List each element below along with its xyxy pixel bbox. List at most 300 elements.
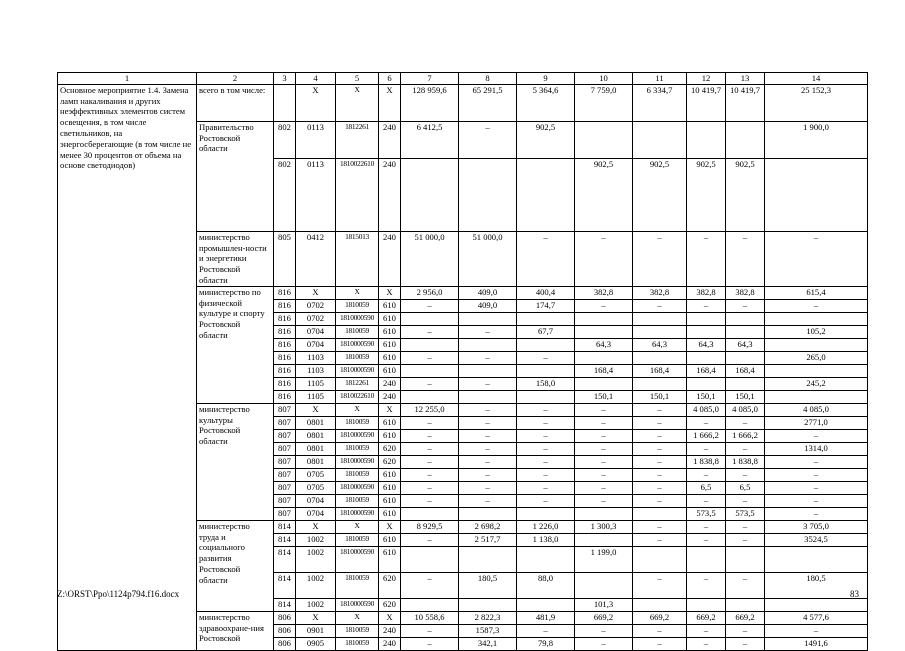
value-cell: 0705 (296, 481, 336, 494)
header-row (58, 73, 868, 85)
value-cell (633, 325, 687, 338)
value-cell: 382,8 (575, 286, 633, 299)
value-cell: – (765, 231, 868, 286)
value-cell: 1810059 (336, 351, 379, 364)
value-cell: 1810000590 (336, 364, 379, 377)
value-cell (726, 598, 765, 611)
value-cell (459, 158, 517, 231)
value-cell: 1810059 (336, 624, 379, 637)
value-cell (459, 390, 517, 403)
value-cell (517, 364, 575, 377)
value-cell (687, 598, 726, 611)
value-cell: 610 (379, 364, 401, 377)
value-cell: 180,5 (765, 572, 868, 598)
value-cell: – (726, 231, 765, 286)
value-cell (726, 377, 765, 390)
value-cell: 807 (274, 416, 296, 429)
value-cell: 1314,0 (765, 442, 868, 455)
value-cell: 128 959,6 (401, 84, 459, 121)
value-cell: 67,7 (517, 325, 575, 338)
value-cell: 807 (274, 468, 296, 481)
value-cell: 816 (274, 351, 296, 364)
value-cell (687, 377, 726, 390)
value-cell: – (401, 429, 459, 442)
header-cell: 12 (687, 73, 726, 85)
value-cell (633, 351, 687, 364)
value-cell: – (765, 507, 868, 520)
value-cell: 168,4 (687, 364, 726, 377)
value-cell: 1 138,0 (517, 533, 575, 546)
value-cell: – (517, 351, 575, 364)
value-cell: 400,4 (517, 286, 575, 299)
value-cell: 105,2 (765, 325, 868, 338)
value-cell (401, 546, 459, 572)
value-cell: 610 (379, 481, 401, 494)
value-cell: – (575, 481, 633, 494)
value-cell: 807 (274, 403, 296, 416)
value-cell: – (401, 455, 459, 468)
value-cell: 620 (379, 598, 401, 611)
value-cell: – (633, 442, 687, 455)
value-cell: 6,5 (726, 481, 765, 494)
value-cell: 806 (274, 611, 296, 624)
header-cell: 8 (459, 73, 517, 85)
value-cell: – (765, 299, 868, 312)
value-cell: 620 (379, 455, 401, 468)
value-cell: 610 (379, 351, 401, 364)
value-cell: – (401, 637, 459, 650)
value-cell: 1810059 (336, 299, 379, 312)
value-cell: 168,4 (633, 364, 687, 377)
value-cell: – (459, 442, 517, 455)
value-cell: – (687, 468, 726, 481)
value-cell (459, 312, 517, 325)
value-cell: 0113 (296, 158, 336, 231)
value-cell: – (633, 637, 687, 650)
value-cell: – (459, 455, 517, 468)
value-cell: 620 (379, 572, 401, 598)
value-cell: 802 (274, 158, 296, 231)
value-cell: 265,0 (765, 351, 868, 364)
value-cell: 0801 (296, 416, 336, 429)
value-cell: 150,1 (575, 390, 633, 403)
value-cell: 1 666,2 (687, 429, 726, 442)
value-cell: 902,5 (687, 158, 726, 231)
value-cell (633, 312, 687, 325)
value-cell: 1810059 (336, 494, 379, 507)
value-cell (401, 598, 459, 611)
value-cell (765, 158, 868, 231)
value-cell (517, 158, 575, 231)
value-cell: – (517, 416, 575, 429)
value-cell: – (687, 533, 726, 546)
value-cell: – (517, 231, 575, 286)
value-cell: – (726, 533, 765, 546)
value-cell: 1 199,0 (575, 546, 633, 572)
header-cell: 11 (633, 73, 687, 85)
value-cell: 1815013 (336, 231, 379, 286)
header-cell: 7 (401, 73, 459, 85)
value-cell: 1812261 (336, 377, 379, 390)
value-cell: X (379, 520, 401, 533)
value-cell: 342,1 (459, 637, 517, 650)
value-cell (274, 84, 296, 121)
value-cell: – (459, 121, 517, 158)
value-cell: 807 (274, 429, 296, 442)
value-cell (401, 507, 459, 520)
value-cell: – (633, 494, 687, 507)
value-cell (517, 390, 575, 403)
value-cell: 816 (274, 286, 296, 299)
value-cell: – (726, 442, 765, 455)
value-cell: 5 364,6 (517, 84, 575, 121)
executor-name: министерство культуры Ростовской области (197, 403, 274, 520)
value-cell: X (296, 84, 336, 121)
value-cell (401, 364, 459, 377)
value-cell: – (517, 455, 575, 468)
value-cell: 150,1 (726, 390, 765, 403)
value-cell (687, 351, 726, 364)
value-cell (633, 598, 687, 611)
value-cell (687, 121, 726, 158)
value-cell: – (687, 572, 726, 598)
value-cell: 382,8 (726, 286, 765, 299)
value-cell (633, 507, 687, 520)
value-cell (517, 546, 575, 572)
value-cell: – (765, 455, 868, 468)
value-cell: 1103 (296, 364, 336, 377)
value-cell: – (687, 520, 726, 533)
value-cell: X (336, 520, 379, 533)
value-cell: 816 (274, 390, 296, 403)
value-cell: – (401, 481, 459, 494)
value-cell: 573,5 (687, 507, 726, 520)
value-cell: 1 226,0 (517, 520, 575, 533)
value-cell (401, 158, 459, 231)
value-cell: 610 (379, 312, 401, 325)
executor-name: министерство промышлен-ности и энергетики Ростовской области (197, 231, 274, 286)
value-cell: – (765, 494, 868, 507)
value-cell: – (726, 572, 765, 598)
value-cell: 610 (379, 338, 401, 351)
header-cell: 4 (296, 73, 336, 85)
value-cell: – (633, 455, 687, 468)
budget-table (57, 72, 868, 651)
value-cell: – (401, 624, 459, 637)
value-cell: – (726, 624, 765, 637)
value-cell: 1812261 (336, 121, 379, 158)
value-cell: – (575, 403, 633, 416)
value-cell: 816 (274, 299, 296, 312)
value-cell: 2 956,0 (401, 286, 459, 299)
header-cell: 13 (726, 73, 765, 85)
value-cell: 610 (379, 299, 401, 312)
value-cell: – (401, 533, 459, 546)
value-cell: – (726, 494, 765, 507)
value-cell: 0901 (296, 624, 336, 637)
value-cell: 10 419,7 (687, 84, 726, 121)
value-cell (459, 338, 517, 351)
value-cell: – (575, 442, 633, 455)
value-cell: 0801 (296, 455, 336, 468)
value-cell: 168,4 (575, 364, 633, 377)
value-cell: 816 (274, 364, 296, 377)
value-cell: 1002 (296, 546, 336, 572)
value-cell: – (726, 416, 765, 429)
value-cell: 1105 (296, 377, 336, 390)
value-cell: – (633, 572, 687, 598)
value-cell: – (765, 429, 868, 442)
value-cell: – (401, 325, 459, 338)
value-cell: X (336, 403, 379, 416)
executor-name: всего в том числе: (197, 84, 274, 121)
value-cell: 805 (274, 231, 296, 286)
value-cell: – (575, 624, 633, 637)
value-cell: 12 255,0 (401, 403, 459, 416)
value-cell: 610 (379, 494, 401, 507)
value-cell: 1 900,0 (765, 121, 868, 158)
value-cell (517, 312, 575, 325)
value-cell: 615,4 (765, 286, 868, 299)
value-cell: 1 838,8 (687, 455, 726, 468)
value-cell (765, 546, 868, 572)
value-cell: – (459, 325, 517, 338)
value-cell (633, 121, 687, 158)
value-cell: 0704 (296, 494, 336, 507)
value-cell: 807 (274, 507, 296, 520)
value-cell: – (401, 351, 459, 364)
value-cell: 814 (274, 598, 296, 611)
value-cell: – (633, 520, 687, 533)
value-cell: 0705 (296, 468, 336, 481)
value-cell: 610 (379, 468, 401, 481)
value-cell: – (633, 624, 687, 637)
value-cell: 2771,0 (765, 416, 868, 429)
value-cell (401, 338, 459, 351)
value-cell (726, 351, 765, 364)
value-cell: 816 (274, 377, 296, 390)
value-cell: – (459, 468, 517, 481)
value-cell: – (401, 416, 459, 429)
value-cell: X (336, 84, 379, 121)
header-cell: 6 (379, 73, 401, 85)
value-cell (765, 312, 868, 325)
measure-name: Основное мероприятие 1.4. Замена ламп накаливания и других неэффективных элементов систем освещения, в том числе светильников, на энергосберегающие (в том числе не менее 30 процентов от объема на основе светодиодов) (58, 84, 197, 650)
value-cell: 0704 (296, 507, 336, 520)
value-cell: 4 085,0 (687, 403, 726, 416)
value-cell: 1103 (296, 351, 336, 364)
value-cell: X (379, 611, 401, 624)
value-cell: 1810059 (336, 572, 379, 598)
value-cell: 1810000590 (336, 598, 379, 611)
value-cell: 0702 (296, 299, 336, 312)
value-cell: 814 (274, 533, 296, 546)
value-cell: 240 (379, 637, 401, 650)
value-cell: – (401, 468, 459, 481)
value-cell: 88,0 (517, 572, 575, 598)
value-cell: X (379, 403, 401, 416)
value-cell: 4 085,0 (765, 403, 868, 416)
header-cell: 10 (575, 73, 633, 85)
value-cell: 1810000590 (336, 546, 379, 572)
value-cell: 1810000590 (336, 312, 379, 325)
value-cell: X (296, 520, 336, 533)
value-cell: 669,2 (575, 611, 633, 624)
value-cell: 1810022610 (336, 158, 379, 231)
value-cell: 1002 (296, 572, 336, 598)
value-cell: 806 (274, 637, 296, 650)
value-cell: 3524,5 (765, 533, 868, 546)
value-cell: 807 (274, 494, 296, 507)
value-cell: 1810000590 (336, 429, 379, 442)
value-cell: 2 698,2 (459, 520, 517, 533)
header-cell: 9 (517, 73, 575, 85)
value-cell: 10 558,6 (401, 611, 459, 624)
value-cell: 669,2 (687, 611, 726, 624)
value-cell: – (401, 494, 459, 507)
value-cell (575, 507, 633, 520)
value-cell: 902,5 (633, 158, 687, 231)
value-cell (517, 338, 575, 351)
value-cell: 807 (274, 481, 296, 494)
value-cell: 1002 (296, 598, 336, 611)
value-cell: – (633, 403, 687, 416)
value-cell: – (726, 468, 765, 481)
value-cell: – (633, 416, 687, 429)
value-cell: 1810059 (336, 442, 379, 455)
value-cell: 1810059 (336, 325, 379, 338)
value-cell (575, 312, 633, 325)
value-cell: 240 (379, 121, 401, 158)
value-cell: 240 (379, 624, 401, 637)
value-cell: – (726, 299, 765, 312)
value-cell: 0704 (296, 338, 336, 351)
value-cell (517, 598, 575, 611)
value-cell: 481,9 (517, 611, 575, 624)
value-cell: 6,5 (687, 481, 726, 494)
value-cell: 101,3 (575, 598, 633, 611)
value-cell (575, 377, 633, 390)
value-cell: 814 (274, 572, 296, 598)
value-cell (633, 546, 687, 572)
value-cell: 409,0 (459, 286, 517, 299)
value-cell: – (575, 468, 633, 481)
value-cell: – (401, 442, 459, 455)
executor-name: министерство труда и социального развития Ростовской области (197, 520, 274, 611)
value-cell: 240 (379, 377, 401, 390)
value-cell: 7 759,0 (575, 84, 633, 121)
value-cell: 51 000,0 (401, 231, 459, 286)
value-cell: 240 (379, 231, 401, 286)
value-cell: 669,2 (726, 611, 765, 624)
value-cell: – (687, 624, 726, 637)
value-cell: – (401, 572, 459, 598)
value-cell: 1810000590 (336, 455, 379, 468)
value-cell: X (379, 286, 401, 299)
value-cell: 0702 (296, 312, 336, 325)
value-cell: 6 412,5 (401, 121, 459, 158)
value-cell: 168,4 (726, 364, 765, 377)
value-cell (517, 507, 575, 520)
value-cell: 1491,6 (765, 637, 868, 650)
value-cell: 573,5 (726, 507, 765, 520)
value-cell (765, 338, 868, 351)
value-cell: 816 (274, 338, 296, 351)
value-cell: – (459, 403, 517, 416)
value-cell: 4 085,0 (726, 403, 765, 416)
value-cell: 1105 (296, 390, 336, 403)
value-cell (459, 364, 517, 377)
header-cell: 1 (58, 73, 197, 85)
value-cell (726, 325, 765, 338)
value-cell: 902,5 (517, 121, 575, 158)
value-cell: X (336, 286, 379, 299)
value-cell: 25 152,3 (765, 84, 868, 121)
value-cell: 64,3 (726, 338, 765, 351)
table-row (58, 84, 868, 121)
value-cell: 620 (379, 442, 401, 455)
value-cell: – (459, 429, 517, 442)
value-cell: 814 (274, 546, 296, 572)
value-cell: 802 (274, 121, 296, 158)
value-cell: X (296, 286, 336, 299)
value-cell: 610 (379, 325, 401, 338)
value-cell: 382,8 (687, 286, 726, 299)
value-cell (459, 598, 517, 611)
header-cell: 5 (336, 73, 379, 85)
value-cell: 902,5 (575, 158, 633, 231)
value-cell: 382,8 (633, 286, 687, 299)
header-cell: 3 (274, 73, 296, 85)
value-cell: – (459, 351, 517, 364)
value-cell: 1 300,3 (575, 520, 633, 533)
value-cell: X (336, 611, 379, 624)
value-cell: 245,2 (765, 377, 868, 390)
value-cell (575, 121, 633, 158)
value-cell: 4 577,6 (765, 611, 868, 624)
value-cell: 0704 (296, 325, 336, 338)
value-cell: 669,2 (633, 611, 687, 624)
value-cell: 0412 (296, 231, 336, 286)
value-cell: 1810022610 (336, 390, 379, 403)
value-cell: – (765, 468, 868, 481)
value-cell: – (726, 520, 765, 533)
value-cell (726, 312, 765, 325)
value-cell: 8 929,5 (401, 520, 459, 533)
value-cell: – (687, 494, 726, 507)
value-cell: 1587,3 (459, 624, 517, 637)
value-cell: 1 666,2 (726, 429, 765, 442)
value-cell: – (575, 494, 633, 507)
value-cell: – (459, 481, 517, 494)
value-cell (401, 390, 459, 403)
value-cell: – (633, 468, 687, 481)
value-cell: 158,0 (517, 377, 575, 390)
value-cell: X (296, 403, 336, 416)
value-cell: – (633, 533, 687, 546)
value-cell: 610 (379, 546, 401, 572)
value-cell (575, 351, 633, 364)
value-cell: – (575, 299, 633, 312)
value-cell: 0801 (296, 442, 336, 455)
value-cell (633, 377, 687, 390)
header-cell: 14 (765, 73, 868, 85)
value-cell: 1 838,8 (726, 455, 765, 468)
value-cell: – (401, 377, 459, 390)
value-cell (726, 121, 765, 158)
value-cell: – (765, 624, 868, 637)
value-cell: X (296, 611, 336, 624)
